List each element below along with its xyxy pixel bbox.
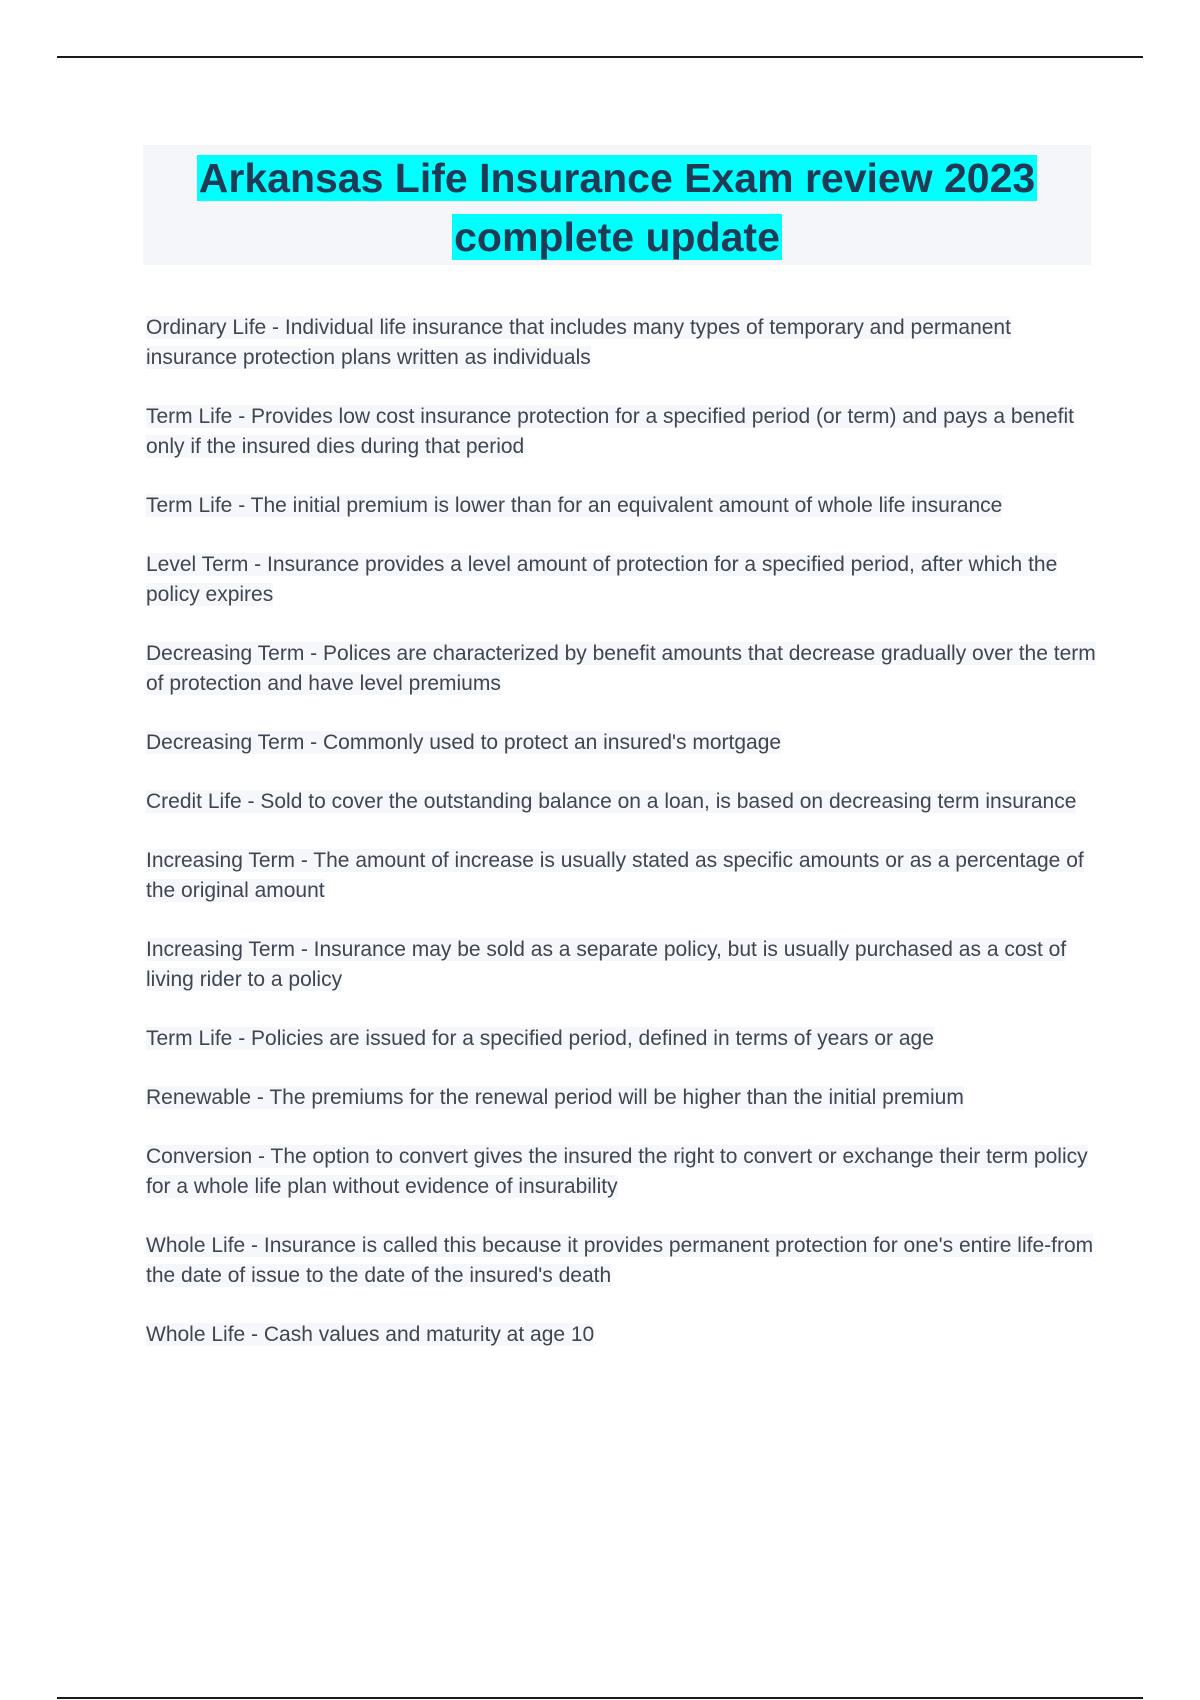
entry-text: Level Term - Insurance provides a level amount of protection for a specified period, after which the policy expires (146, 553, 1058, 606)
entry-list (146, 313, 1096, 1379)
header-rule (57, 56, 1143, 58)
entry-item (146, 639, 1096, 699)
entry-item (146, 550, 1096, 610)
entry-item (146, 402, 1096, 462)
entry-text: Increasing Term - Insurance may be sold as a separate policy, but is usually purchased as a cost of living rider to a policy (146, 938, 1067, 991)
entry-item (146, 787, 1096, 817)
entry-text: Decreasing Term - Polices are characterized by benefit amounts that decrease gradually over the term of protection and have level premiums (146, 642, 1096, 695)
entry-item (146, 1231, 1096, 1291)
entry-text: Term Life - Policies are issued for a specified period, defined in terms of years or age (146, 1027, 934, 1050)
entry-item (146, 1024, 1096, 1054)
entry-text: Increasing Term - The amount of increase is usually stated as specific amounts or as a percentage of the original amount (146, 849, 1084, 902)
entry-text: Whole Life - Cash values and maturity at age 10 (146, 1323, 595, 1346)
footer-rule (57, 1697, 1143, 1699)
entry-text: Credit Life - Sold to cover the outstanding balance on a loan, is based on decreasing term insurance (146, 790, 1077, 813)
entry-item (146, 1142, 1096, 1202)
entry-item (146, 1320, 1096, 1350)
entry-text: Whole Life - Insurance is called this because it provides permanent protection for one's entire life-from the date of issue to the date of the insured's death (146, 1234, 1094, 1287)
entry-text: Decreasing Term - Commonly used to protect an insured's mortgage (146, 731, 782, 754)
title-highlight: Arkansas Life Insurance Exam review 2023 complete update (198, 155, 1036, 260)
entry-text: Term Life - The initial premium is lower than for an equivalent amount of whole life insurance (146, 494, 1003, 517)
entry-text: Conversion - The option to convert gives the insured the right to convert or exchange their term policy for a whole life plan without evidence of insurability (146, 1145, 1088, 1198)
entry-item (146, 313, 1096, 373)
entry-text: Ordinary Life - Individual life insurance that includes many types of temporary and permanent insurance protection plans written as individuals (146, 316, 1011, 369)
entry-text: Term Life - Provides low cost insurance protection for a specified period (or term) and pays a benefit only if the insured dies during that period (146, 405, 1074, 458)
document-title (143, 145, 1091, 267)
entry-item (146, 935, 1096, 995)
entry-text: Renewable - The premiums for the renewal period will be higher than the initial premium (146, 1086, 964, 1109)
entry-item (146, 728, 1096, 758)
entry-item (146, 1083, 1096, 1113)
entry-item (146, 491, 1096, 521)
entry-item (146, 846, 1096, 906)
title-block (143, 145, 1091, 265)
